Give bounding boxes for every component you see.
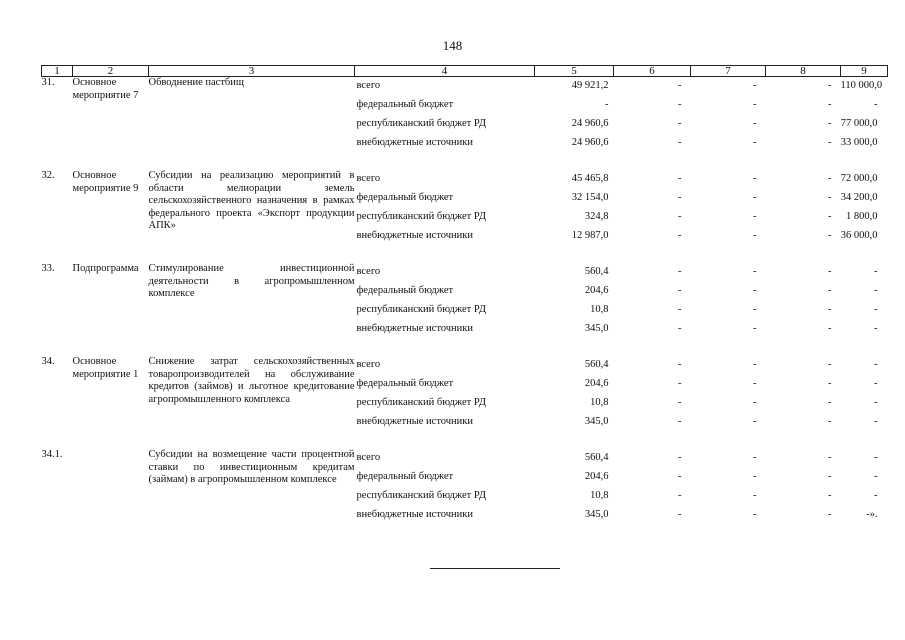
- header-cell: 8: [766, 66, 841, 77]
- amount-value: -: [828, 323, 832, 334]
- value-cell-c8: [766, 356, 841, 432]
- spacer-cell: [42, 153, 888, 170]
- value-cell-c7: [691, 170, 766, 246]
- funding-source: всего: [356, 359, 381, 370]
- value-cell-c9: [841, 170, 888, 246]
- amount-value: -: [753, 490, 757, 501]
- row-name: Основное мероприятие 9: [72, 170, 139, 194]
- table-header-row: [42, 66, 888, 77]
- value-cell-c6: [614, 449, 691, 525]
- row-spacer: [42, 432, 888, 449]
- amount-value: 110 000,0: [840, 80, 883, 91]
- amount-value: -: [828, 397, 832, 408]
- row-name: [73, 449, 149, 525]
- value-cell-c9: [841, 449, 888, 525]
- value-cell-c5: [535, 449, 614, 525]
- amount-value: -: [753, 304, 757, 315]
- header-cell: 7: [691, 66, 766, 77]
- amount-value: 32 154,0: [571, 192, 609, 203]
- row-number: 31.: [41, 77, 55, 88]
- header-cell: 6: [614, 66, 691, 77]
- amount-value: -: [874, 452, 878, 463]
- amount-value: -: [828, 266, 832, 277]
- amount-value: 560,4: [584, 266, 609, 277]
- spacer-cell: [42, 339, 888, 356]
- amount-value: 10,8: [590, 304, 609, 315]
- amount-value: -: [874, 323, 878, 334]
- amount-value: 12 987,0: [571, 230, 609, 241]
- amount-value: 36 000,0: [840, 230, 878, 241]
- amount-value: -: [828, 80, 832, 91]
- row-number: 34.: [41, 356, 55, 367]
- funding-source: республиканский бюджет РД: [356, 118, 487, 129]
- amount-value: -: [874, 359, 878, 370]
- amount-value: -: [753, 99, 757, 110]
- amount-value: -: [874, 378, 878, 389]
- amount-value: -: [828, 490, 832, 501]
- funding-source: внебюджетные источники: [356, 137, 474, 148]
- header-cell: 9: [841, 66, 888, 77]
- amount-value: -: [678, 99, 682, 110]
- header-cell: 1: [42, 66, 73, 77]
- amount-value: -: [874, 416, 878, 427]
- amount-value: -: [753, 211, 757, 222]
- value-cell-c6: [614, 356, 691, 432]
- value-cell-c5: [535, 77, 614, 154]
- funding-source: всего: [356, 80, 381, 91]
- amount-value: -: [678, 416, 682, 427]
- value-cell-c6: [614, 170, 691, 246]
- funding-source: республиканский бюджет РД: [356, 490, 487, 501]
- amount-value: -: [828, 509, 832, 520]
- row-spacer: [42, 153, 888, 170]
- amount-value: -: [874, 304, 878, 315]
- amount-value: 204,6: [584, 471, 609, 482]
- funding-source: внебюджетные источники: [356, 323, 474, 334]
- amount-value: -: [828, 192, 832, 203]
- row-number: 33.: [41, 263, 55, 274]
- funding-sources-cell: [355, 77, 535, 154]
- row-description: Обводнение пастбищ: [148, 77, 244, 88]
- value-cell-c8: [766, 170, 841, 246]
- amount-value: -: [828, 285, 832, 296]
- value-cell-c5: [535, 356, 614, 432]
- table-body: [42, 77, 888, 526]
- value-cell-c8: [766, 263, 841, 339]
- amount-value: -: [828, 471, 832, 482]
- table-row: [42, 77, 888, 154]
- amount-value: -: [678, 471, 682, 482]
- funding-source: внебюджетные источники: [356, 416, 474, 427]
- amount-value: 10,8: [590, 490, 609, 501]
- value-cell-c5: [535, 170, 614, 246]
- amount-value: -: [874, 285, 878, 296]
- amount-value: -: [753, 173, 757, 184]
- amount-value: -: [678, 192, 682, 203]
- amount-value: -: [753, 397, 757, 408]
- funding-source: федеральный бюджет: [356, 471, 454, 482]
- value-cell-c6: [614, 263, 691, 339]
- amount-value: -: [874, 490, 878, 501]
- amount-value: -: [753, 230, 757, 241]
- table-row: [42, 356, 888, 432]
- value-cell-c6: [614, 77, 691, 154]
- funding-sources-cell: [355, 170, 535, 246]
- funding-sources-cell: [355, 356, 535, 432]
- spacer-cell: [42, 432, 888, 449]
- spacer-cell: [42, 246, 888, 263]
- header-cell: 2: [73, 66, 149, 77]
- row-spacer: [42, 339, 888, 356]
- value-cell-c9: [841, 356, 888, 432]
- funding-source: республиканский бюджет РД: [356, 397, 487, 408]
- amount-value: -».: [866, 509, 878, 520]
- amount-value: 345,0: [584, 509, 609, 520]
- funding-source: федеральный бюджет: [356, 285, 454, 296]
- amount-value: -: [605, 99, 609, 110]
- amount-value: -: [678, 266, 682, 277]
- amount-value: -: [828, 378, 832, 389]
- funding-source: внебюджетные источники: [356, 509, 474, 520]
- amount-value: 560,4: [584, 452, 609, 463]
- header-cell: 3: [149, 66, 355, 77]
- amount-value: -: [753, 266, 757, 277]
- amount-value: -: [678, 211, 682, 222]
- row-name: Основное мероприятие 7: [72, 77, 139, 101]
- funding-source: внебюджетные источники: [356, 230, 474, 241]
- amount-value: -: [678, 137, 682, 148]
- amount-value: -: [828, 304, 832, 315]
- value-cell-c7: [691, 263, 766, 339]
- amount-value: -: [828, 416, 832, 427]
- amount-value: -: [874, 397, 878, 408]
- row-spacer: [42, 246, 888, 263]
- row-number: 34.1.: [41, 449, 63, 460]
- amount-value: -: [753, 452, 757, 463]
- funding-source: всего: [356, 452, 381, 463]
- amount-value: -: [678, 397, 682, 408]
- amount-value: -: [828, 137, 832, 148]
- amount-value: -: [678, 80, 682, 91]
- row-name: Основное мероприятие 1: [72, 356, 139, 380]
- value-cell-c5: [535, 263, 614, 339]
- row-description: Субсидии на возмещение части процентной ставки по инвестиционным кредитам (займам) в агропромышленном комплексе: [148, 449, 355, 485]
- amount-value: -: [828, 452, 832, 463]
- amount-value: -: [753, 285, 757, 296]
- amount-value: -: [828, 99, 832, 110]
- header-cell: 5: [535, 66, 614, 77]
- row-description: Стимулирование инвестиционной деятельности в агропромышленном комплексе: [148, 263, 355, 299]
- amount-value: -: [874, 99, 878, 110]
- header-cell: 4: [355, 66, 535, 77]
- amount-value: -: [828, 173, 832, 184]
- funding-source: федеральный бюджет: [356, 99, 454, 110]
- row-number: 32.: [41, 170, 55, 181]
- amount-value: 1 800,0: [846, 211, 878, 222]
- amount-value: 72 000,0: [840, 173, 878, 184]
- amount-value: -: [678, 509, 682, 520]
- funding-source: федеральный бюджет: [356, 192, 454, 203]
- funding-source: республиканский бюджет РД: [356, 304, 487, 315]
- amount-value: -: [828, 230, 832, 241]
- amount-value: -: [874, 471, 878, 482]
- amount-value: -: [828, 359, 832, 370]
- funding-source: республиканский бюджет РД: [356, 211, 487, 222]
- amount-value: -: [753, 323, 757, 334]
- amount-value: 49 921,2: [571, 80, 609, 91]
- table-row: [42, 449, 888, 525]
- amount-value: 204,6: [584, 378, 609, 389]
- row-description: Снижение затрат сельскохозяйственных товаропроизводителей на обслуживание кредитов (займов) и льготное кредитование агропромышленного комплекса: [148, 356, 355, 405]
- amount-value: -: [678, 118, 682, 129]
- amount-value: -: [753, 137, 757, 148]
- table-row: [42, 170, 888, 246]
- row-name: Подпрограмма: [72, 263, 139, 274]
- amount-value: -: [678, 490, 682, 501]
- value-cell-c8: [766, 77, 841, 154]
- value-cell-c9: [841, 263, 888, 339]
- amount-value: 77 000,0: [840, 118, 878, 129]
- amount-value: 560,4: [584, 359, 609, 370]
- amount-value: -: [753, 80, 757, 91]
- amount-value: 10,8: [590, 397, 609, 408]
- amount-value: -: [828, 211, 832, 222]
- amount-value: 24 960,6: [571, 118, 609, 129]
- amount-value: 345,0: [584, 416, 609, 427]
- amount-value: 24 960,6: [571, 137, 609, 148]
- amount-value: -: [753, 359, 757, 370]
- amount-value: -: [678, 285, 682, 296]
- budget-table: [41, 65, 888, 525]
- value-cell-c7: [691, 77, 766, 154]
- amount-value: -: [753, 378, 757, 389]
- funding-source: федеральный бюджет: [356, 378, 454, 389]
- amount-value: -: [828, 118, 832, 129]
- value-cell-c7: [691, 356, 766, 432]
- amount-value: -: [678, 304, 682, 315]
- amount-value: -: [678, 452, 682, 463]
- amount-value: 33 000,0: [840, 137, 878, 148]
- amount-value: -: [753, 471, 757, 482]
- amount-value: 324,8: [584, 211, 609, 222]
- amount-value: 34 200,0: [840, 192, 878, 203]
- amount-value: -: [753, 416, 757, 427]
- amount-value: -: [753, 192, 757, 203]
- funding-source: всего: [356, 266, 381, 277]
- footer-divider: [430, 568, 560, 569]
- amount-value: -: [678, 323, 682, 334]
- amount-value: -: [678, 359, 682, 370]
- table-row: [42, 263, 888, 339]
- amount-value: -: [678, 378, 682, 389]
- funding-sources-cell: [355, 449, 535, 525]
- funding-source: всего: [356, 173, 381, 184]
- funding-sources-cell: [355, 263, 535, 339]
- page-number: 148: [442, 38, 463, 53]
- amount-value: 345,0: [584, 323, 609, 334]
- amount-value: -: [678, 173, 682, 184]
- amount-value: -: [874, 266, 878, 277]
- value-cell-c7: [691, 449, 766, 525]
- row-description: Субсидии на реализацию мероприятий в области мелиорации земель сельскохозяйственного назначения в рамках федерального проекта «Экспорт продукции АПК»: [148, 170, 355, 231]
- value-cell-c9: [841, 77, 888, 154]
- amount-value: -: [753, 509, 757, 520]
- amount-value: 204,6: [584, 285, 609, 296]
- amount-value: -: [678, 230, 682, 241]
- amount-value: 45 465,8: [571, 173, 609, 184]
- value-cell-c8: [766, 449, 841, 525]
- amount-value: -: [753, 118, 757, 129]
